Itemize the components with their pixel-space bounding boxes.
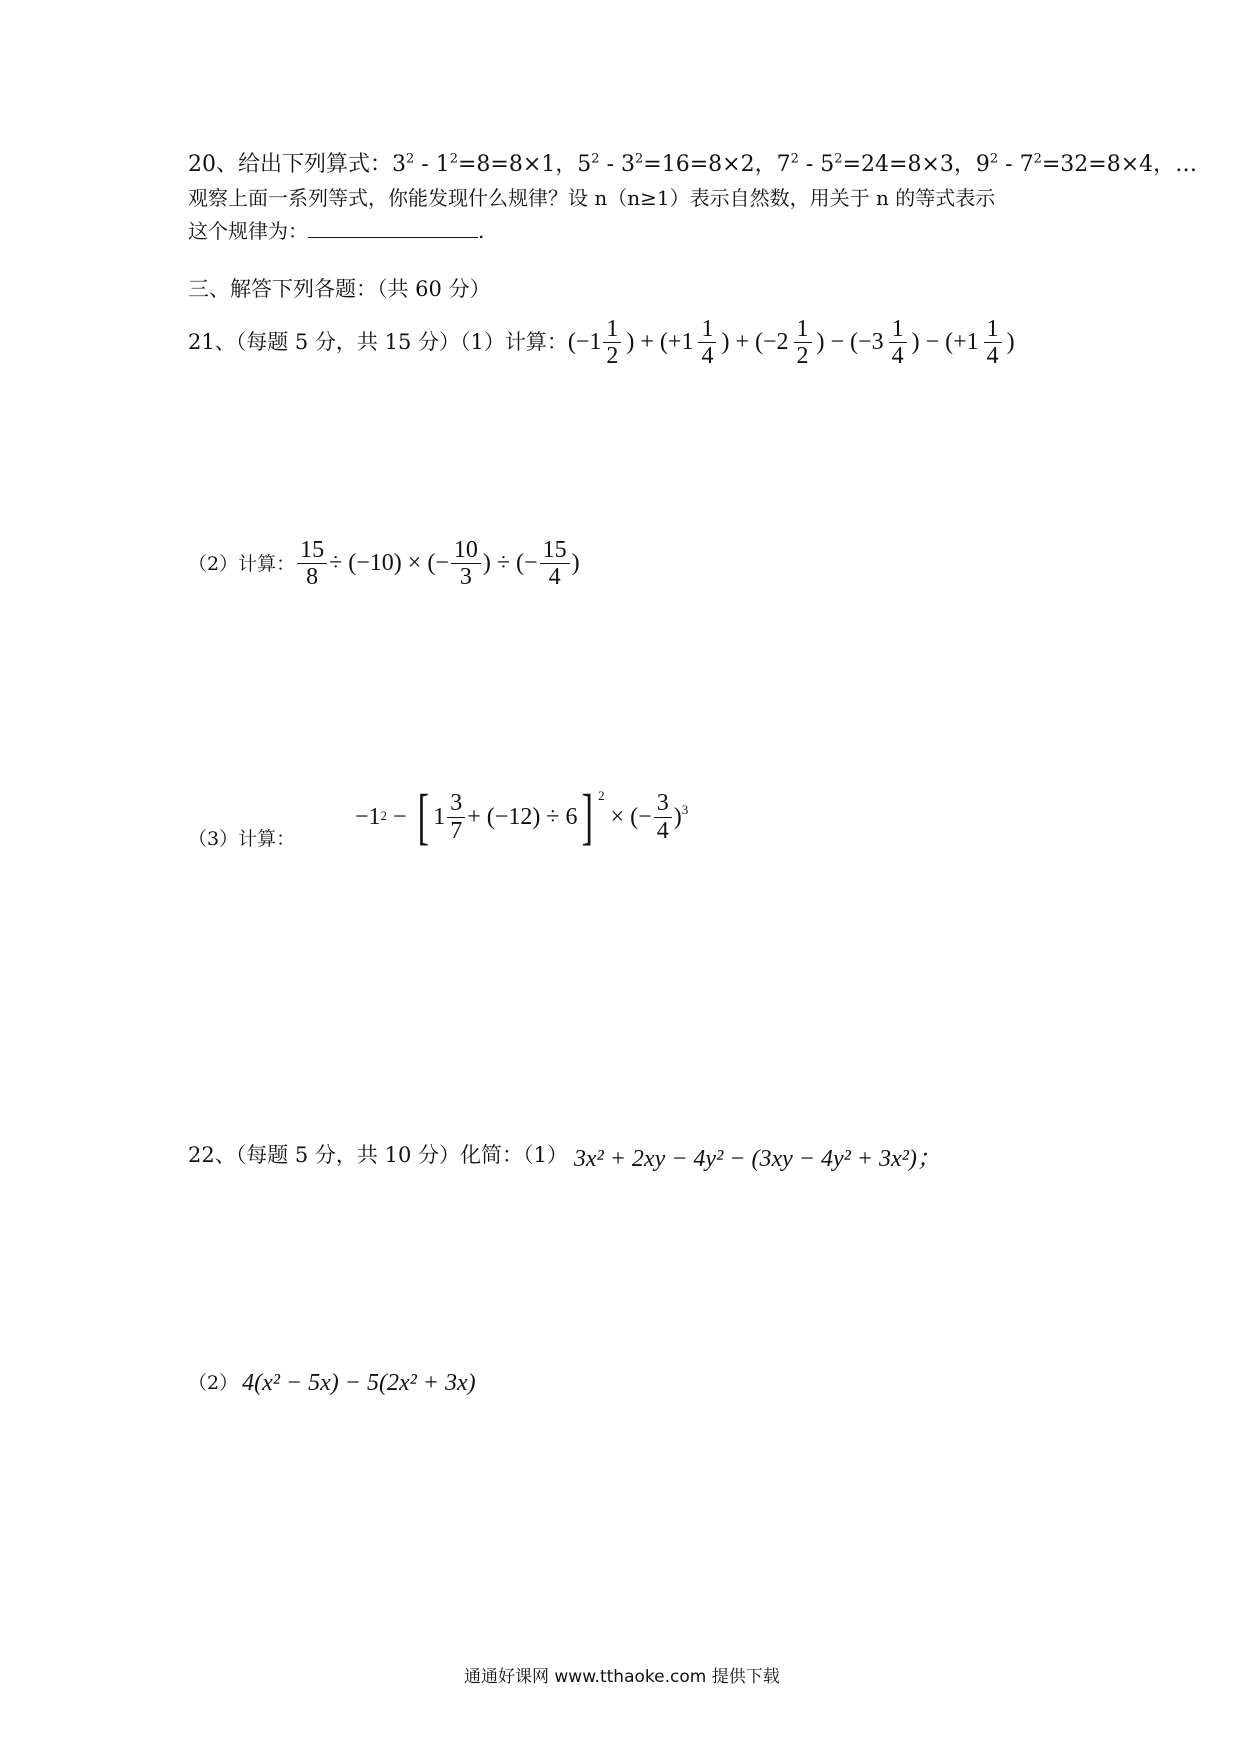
denominator: 4	[548, 564, 561, 591]
q20-rule-label: 这个规律为：	[188, 219, 308, 243]
q20-equation	[392, 152, 577, 177]
fraction	[698, 316, 716, 370]
term-suffix: )	[1006, 329, 1015, 356]
base: 3	[621, 152, 635, 177]
q21-part3-expression	[355, 783, 689, 851]
numerator: 15	[297, 537, 327, 564]
operator-text: ) ÷ (−	[482, 550, 538, 577]
operator-text: × (−	[610, 803, 652, 830]
q22-part2-label: （2）	[188, 1372, 239, 1395]
mixed-whole: 1	[433, 803, 446, 830]
q21-part2-label: （2）计算：	[188, 552, 296, 575]
q22-part1-expression: 3x² + 2xy − 4y² − (3xy − 4y² + 3x²)；	[573, 1146, 941, 1172]
exponent: 3	[681, 802, 689, 817]
footer-text: 通通好课网 www.tthaoke.com 提供下载	[464, 1667, 780, 1687]
fraction	[603, 316, 621, 370]
q20-equation	[577, 152, 776, 177]
term-suffix: ) + (+1	[626, 329, 694, 356]
fraction	[447, 790, 465, 844]
numerator: 1	[698, 316, 716, 343]
fraction	[297, 537, 327, 591]
exponent: 2	[406, 151, 415, 167]
separator: ，…	[1153, 152, 1198, 177]
exponent: 2	[989, 151, 999, 167]
exponent: 2	[834, 151, 843, 167]
fraction	[984, 316, 1002, 370]
answer-blank[interactable]	[308, 219, 478, 238]
section-3-title	[188, 275, 491, 304]
denominator: 3	[459, 564, 472, 591]
q21-part3-label-text: （3）计算：	[188, 828, 296, 850]
exponent: 2	[790, 151, 799, 167]
q21-part2-expression	[295, 537, 579, 591]
exponent: 2	[1033, 151, 1042, 167]
rhs: =24=8×3	[842, 152, 954, 177]
base: 7	[1019, 152, 1034, 177]
rhs: =32=8×4	[1041, 152, 1154, 177]
numerator: 10	[451, 537, 481, 564]
q22-part2	[188, 1370, 476, 1397]
q20-line3	[188, 217, 484, 245]
right-bracket: ]	[582, 783, 594, 851]
base: 1	[435, 152, 450, 177]
numerator: 1	[603, 316, 621, 343]
q20-equation	[777, 152, 976, 177]
q21-intro: 21、（每题 5 分，共 15 分）（1）计算：	[188, 330, 568, 355]
numerator: 1	[794, 316, 812, 343]
q22-part2-expression: 4(x² − 5x) − 5(2x² + 3x)	[242, 1370, 476, 1396]
operator-text: ÷ (−10) × (−	[329, 550, 449, 577]
term-suffix: ) − (+1	[911, 329, 979, 356]
minus: -	[998, 152, 1020, 177]
numerator: 1	[889, 316, 907, 343]
exponent: 2	[598, 788, 605, 803]
denominator: 2	[606, 343, 619, 370]
denominator: 4	[986, 343, 999, 370]
fraction	[794, 316, 812, 370]
q21-part2	[188, 537, 580, 591]
q21-part1-expression	[568, 316, 1018, 370]
fraction	[654, 790, 672, 844]
separator: ，	[754, 152, 777, 177]
q20-observe-text: 观察上面一系列等式，你能发现什么规律？设 n（n≥1）表示自然数，用关于 n 的等式表示	[188, 186, 996, 210]
numerator: 3	[447, 790, 465, 817]
exponent: 2	[591, 151, 600, 167]
minus: -	[599, 152, 621, 177]
rhs: =8=8×1	[457, 152, 556, 177]
q20-period: .	[478, 219, 485, 243]
base: 7	[776, 152, 791, 177]
denominator: 2	[796, 343, 809, 370]
denominator: 7	[450, 817, 463, 844]
separator: ，	[555, 152, 578, 177]
q20-equation	[976, 152, 1197, 177]
inner-expression: + (−12) ÷ 6	[467, 803, 578, 830]
numerator: 1	[984, 316, 1002, 343]
denominator: 4	[656, 817, 669, 844]
q22-intro: 22、（每题 5 分，共 10 分）化简：（1）	[188, 1142, 568, 1167]
term-prefix: (−1	[567, 329, 602, 356]
numerator: 3	[654, 790, 672, 817]
exponent: 2	[380, 808, 388, 823]
separator: ，	[953, 152, 976, 177]
operator-text: )	[673, 803, 682, 830]
minus: -	[798, 152, 821, 177]
term-suffix: ) + (−2	[721, 329, 789, 356]
left-bracket: [	[417, 783, 429, 851]
fraction	[451, 537, 481, 591]
term: −1	[355, 803, 381, 830]
denominator: 4	[701, 343, 714, 370]
denominator: 8	[306, 564, 319, 591]
denominator: 4	[891, 343, 904, 370]
term-suffix: ) − (−3	[816, 329, 884, 356]
q20-line2	[188, 184, 995, 212]
fraction	[540, 537, 570, 591]
q21-part1	[188, 316, 1018, 370]
operator: −	[393, 803, 407, 830]
minus: -	[414, 152, 436, 177]
q22-part1	[188, 1138, 941, 1173]
base: 9	[975, 152, 990, 177]
footer	[464, 1662, 780, 1687]
base: 3	[392, 152, 406, 177]
exponent: 2	[449, 151, 458, 167]
numerator: 15	[540, 537, 570, 564]
section-title-text: 三、解答下列各题：（共 60 分）	[188, 277, 491, 301]
rhs: =16=8×2	[643, 152, 755, 177]
base: 5	[820, 152, 835, 177]
exponent: 2	[635, 151, 644, 167]
fraction	[889, 316, 907, 370]
base: 5	[577, 152, 592, 177]
q20-prefix: 20、给出下列算式：	[188, 152, 392, 177]
q21-part3-label	[188, 826, 295, 853]
q20-line1	[188, 150, 1197, 181]
operator-text: )	[571, 550, 580, 577]
